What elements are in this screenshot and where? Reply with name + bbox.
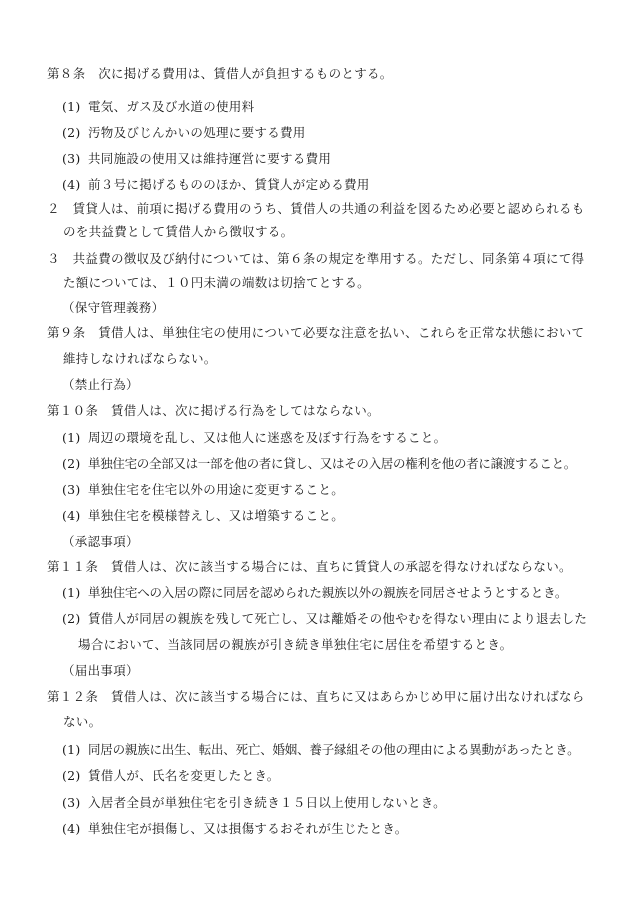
article-12-heading: 第１２条 賃借人は、次に該当する場合には、直ちに又はあらかじめ甲に届け出なければなら xyxy=(47,689,585,704)
item-number: (3) xyxy=(62,151,81,166)
article-8-item-2 xyxy=(62,124,306,142)
item-text: 同居の親族に出生、転出、死亡、婚姻、養子縁組その他の理由による異動があったとき。 xyxy=(88,742,580,757)
item-number: (4) xyxy=(62,177,81,192)
article-12-item-4 xyxy=(62,820,408,838)
item-number: (2) xyxy=(62,768,81,783)
item-number: (1) xyxy=(62,742,81,757)
article-10-item-2 xyxy=(62,455,576,473)
article-8-paragraph-3-cont: た額については、１０円未満の端数は切捨てとする。 xyxy=(63,275,370,290)
item-text: 単独住宅を模様替えし、又は増築すること。 xyxy=(88,508,345,523)
article-10-item-1 xyxy=(62,429,446,447)
item-number: (1) xyxy=(62,585,81,600)
item-text: 周辺の環境を乱し、又は他人に迷惑を及ぼす行為をすること。 xyxy=(88,430,447,445)
article-8-item-1 xyxy=(62,98,254,116)
item-number: (4) xyxy=(62,508,81,523)
article-8-heading: 第８条 次に掲げる費用は、賃借人が負担するものとする。 xyxy=(47,66,393,81)
article-9-heading: 第９条 賃借人は、単独住宅の使用について必要な注意を払い、これらを正常な状態において xyxy=(47,325,585,340)
article-8-paragraph-2: ２ 賃貸人は、前項に掲げる費用のうち、賃借人の共通の利益を図るため必要と認められるも xyxy=(47,201,585,216)
item-text: 電気、ガス及び水道の使用料 xyxy=(88,99,255,114)
item-text: 入居者全員が単独住宅を引き続き１５日以上使用しないとき。 xyxy=(88,795,446,810)
item-number: (4) xyxy=(62,821,81,836)
item-text: 単独住宅への入居の際に同居を認められた親族以外の親族を同居させようとするとき。 xyxy=(88,585,568,600)
article-12-cont: ない。 xyxy=(63,714,102,729)
article-10-heading: 第１０条 賃借人は、次に掲げる行為をしてはならない。 xyxy=(47,403,380,418)
article-12-item-1 xyxy=(62,741,579,759)
item-number: (3) xyxy=(62,795,81,810)
article-11-item-2-cont: 場合において、当該同居の親族が引き続き単独住宅に居住を希望するとき。 xyxy=(78,637,513,652)
article-11-heading: 第１１条 賃借人は、次に該当する場合には、直ちに賃貸人の承認を得なければならない。 xyxy=(47,559,572,574)
article-8-paragraph-2-cont: のを共益費として賃借人から徴収する。 xyxy=(63,224,294,239)
item-number: (2) xyxy=(62,125,81,140)
item-number: (2) xyxy=(62,611,81,626)
article-10-item-4 xyxy=(62,507,344,525)
article-8-item-3 xyxy=(62,150,331,168)
article-9-cont: 維持しなければならない。 xyxy=(63,351,217,366)
article-8-item-4 xyxy=(62,176,370,194)
section-heading-notification: （届出事項） xyxy=(62,663,139,678)
section-heading-maintenance: （保守管理義務） xyxy=(62,300,165,315)
item-text: 賃借人が、氏名を変更したとき。 xyxy=(88,768,280,783)
section-heading-approval: （承認事項） xyxy=(62,534,139,549)
item-text: 汚物及びじんかいの処理に要する費用 xyxy=(88,125,306,140)
item-text: 単独住宅が損傷し、又は損傷するおそれが生じたとき。 xyxy=(88,821,408,836)
article-11-item-2 xyxy=(62,610,587,628)
item-number: (1) xyxy=(62,99,81,114)
article-11-item-1 xyxy=(62,584,567,602)
item-number: (1) xyxy=(62,430,81,445)
item-number: (2) xyxy=(62,456,81,471)
section-heading-prohibited: （禁止行為） xyxy=(62,377,139,392)
article-10-item-3 xyxy=(62,481,344,499)
item-text: 単独住宅の全部又は一部を他の者に貸し、又はその入居の権利を他の者に譲渡すること。 xyxy=(88,456,577,471)
article-8-paragraph-3: ３ 共益費の徴収及び納付については、第６条の規定を準用する。ただし、同条第４項にて得 xyxy=(47,251,585,266)
item-number: (3) xyxy=(62,482,81,497)
item-text: 賃借人が同居の親族を残して死亡し、又は離婚その他やむを得ない理由により退去した xyxy=(88,611,588,626)
article-12-item-3 xyxy=(62,794,446,812)
item-text: 単独住宅を住宅以外の用途に変更すること。 xyxy=(88,482,345,497)
article-12-item-2 xyxy=(62,767,280,785)
item-text: 前３号に掲げるもののほか、賃貸人が定める費用 xyxy=(88,177,370,192)
item-text: 共同施設の使用又は維持運営に要する費用 xyxy=(88,151,332,166)
